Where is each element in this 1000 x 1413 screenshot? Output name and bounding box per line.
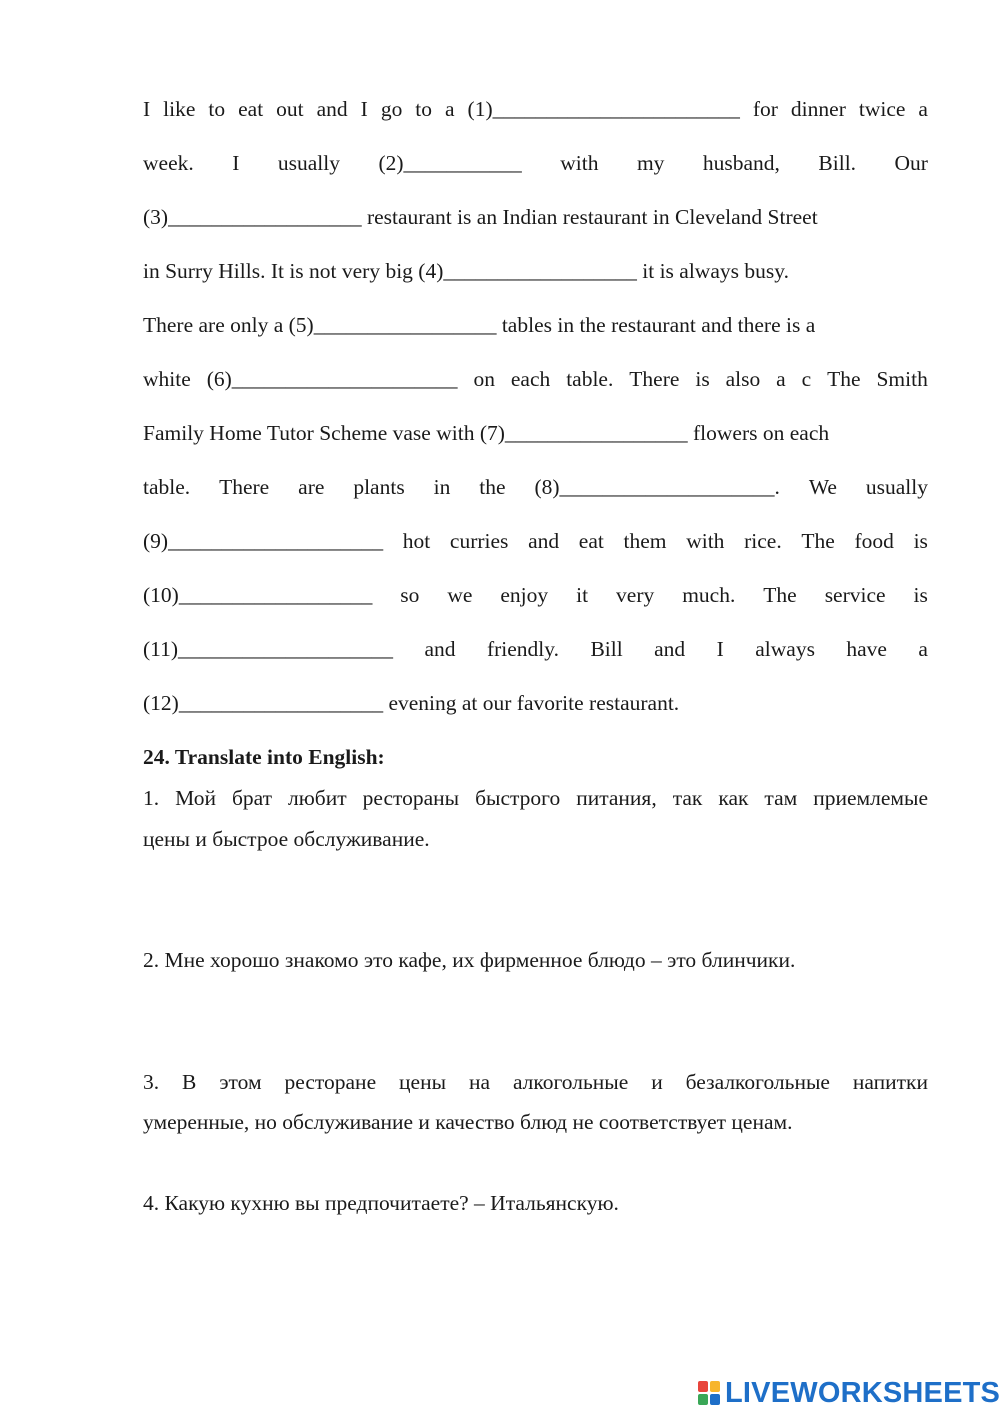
word: The	[801, 529, 835, 553]
logo-square-2	[710, 1381, 720, 1392]
word: in	[433, 475, 451, 499]
logo-square-4	[710, 1394, 720, 1405]
word: have	[846, 637, 887, 661]
word: (9)____________________	[143, 529, 384, 553]
word: white	[143, 367, 191, 391]
word: и	[651, 1070, 663, 1094]
word: much.	[682, 583, 736, 607]
logo-square-1	[698, 1381, 708, 1392]
word: we	[447, 583, 473, 607]
word: (10)__________________	[143, 583, 373, 607]
word: I	[716, 637, 724, 661]
word: (2)___________	[378, 151, 522, 175]
word: там	[764, 786, 798, 810]
word: twice	[858, 97, 906, 121]
word: eat	[578, 529, 604, 553]
word: напитки	[852, 1070, 928, 1094]
word: and	[654, 637, 686, 661]
word: любит	[288, 786, 347, 810]
translate-line-1a	[143, 785, 928, 811]
word: enjoy	[500, 583, 549, 607]
word: ресторане	[284, 1070, 377, 1094]
word: my	[636, 151, 665, 175]
word: with	[560, 151, 599, 175]
word: I	[143, 97, 151, 121]
word: так	[672, 786, 703, 810]
word: is	[913, 529, 928, 553]
word: go	[380, 97, 403, 121]
word: алкогольные	[512, 1070, 629, 1094]
word: В	[182, 1070, 197, 1094]
word: цены	[399, 1070, 447, 1094]
exercise-line-6	[143, 366, 928, 392]
translate-line-3a	[143, 1069, 928, 1095]
word: быстрого	[475, 786, 561, 810]
exercise-line-8	[143, 474, 928, 500]
word: to	[208, 97, 226, 121]
exercise-line-2	[143, 150, 928, 176]
word: I	[232, 151, 240, 175]
word: food	[854, 529, 894, 553]
word: also	[725, 367, 761, 391]
exercise-line-4: in Surry Hills. It is not very big (4)__________________ it is always busy.	[143, 259, 789, 283]
word: питания,	[576, 786, 657, 810]
exercise-line-1	[143, 96, 928, 122]
word: is	[695, 367, 710, 391]
word: Bill.	[818, 151, 857, 175]
translate-line-2: 2. Мне хорошо знакомо это кафе, их фирменное блюдо – это блинчики.	[143, 948, 796, 972]
exercise-line-7: Family Home Tutor Scheme vase with (7)_________________ flowers on each	[143, 421, 830, 445]
word: a	[776, 367, 786, 391]
word: them	[623, 529, 667, 553]
word: friendly.	[486, 637, 559, 661]
word: a	[918, 637, 928, 661]
liveworksheets-logo-icon	[698, 1381, 720, 1405]
translate-line-4: 4. Какую кухню вы предпочитаете? – Итальянскую.	[143, 1191, 619, 1215]
word: on	[473, 367, 495, 391]
word: very	[616, 583, 655, 607]
word: each	[510, 367, 551, 391]
word: Our	[894, 151, 928, 175]
exercise-line-12: (12)___________________ evening at our favorite restaurant.	[143, 691, 680, 715]
word: husband,	[702, 151, 780, 175]
word: The	[827, 367, 861, 391]
translate-line-3b: умеренные, но обслуживание и качество блюд не соответствует ценам.	[143, 1110, 793, 1134]
word: c	[801, 367, 812, 391]
word: Bill	[590, 637, 623, 661]
word: рестораны	[362, 786, 460, 810]
word: этом	[219, 1070, 262, 1094]
word: как	[718, 786, 749, 810]
liveworksheets-logo	[698, 1376, 1000, 1410]
word: There	[219, 475, 270, 499]
word: so	[400, 583, 420, 607]
word: (6)_____________________	[206, 367, 458, 391]
word: are	[298, 475, 325, 499]
section-24-heading: 24. Translate into English:	[143, 745, 385, 769]
word: table.	[566, 367, 614, 391]
exercise-line-9	[143, 528, 928, 554]
word: usually	[865, 475, 928, 499]
word: like	[163, 97, 196, 121]
liveworksheets-logo-text: LIVEWORKSHEETS	[725, 1377, 1000, 1409]
word: брат	[231, 786, 273, 810]
word: the	[479, 475, 506, 499]
word: a	[445, 97, 455, 121]
word: out	[276, 97, 304, 121]
exercise-line-10	[143, 582, 928, 608]
word: table.	[143, 475, 191, 499]
exercise-line-3: (3)__________________ restaurant is an Indian restaurant in Cleveland Street	[143, 205, 818, 229]
word: week.	[143, 151, 194, 175]
word: dinner	[790, 97, 846, 121]
word: and	[528, 529, 560, 553]
word: it	[576, 583, 589, 607]
word: to	[415, 97, 433, 121]
word: 1.	[143, 786, 160, 810]
word: There	[629, 367, 680, 391]
word: hot	[402, 529, 431, 553]
word: на	[468, 1070, 491, 1094]
word: rice.	[744, 529, 782, 553]
word: The	[763, 583, 797, 607]
translate-line-1b: цены и быстрое обслуживание.	[143, 827, 430, 851]
logo-square-3	[698, 1394, 708, 1405]
word: приемлемые	[813, 786, 928, 810]
word: безалкогольные	[685, 1070, 830, 1094]
word: usually	[277, 151, 340, 175]
word: and	[424, 637, 456, 661]
word: Smith	[876, 367, 928, 391]
word: plants	[353, 475, 405, 499]
word: a	[918, 97, 928, 121]
word: is	[913, 583, 928, 607]
word: service	[824, 583, 886, 607]
word: Мой	[175, 786, 216, 810]
word: We	[808, 475, 837, 499]
word: (1)_______________________	[467, 97, 740, 121]
word: curries	[449, 529, 509, 553]
word: I	[360, 97, 368, 121]
exercise-line-5: There are only a (5)_________________ tables in the restaurant and there is a	[143, 313, 816, 337]
word: (11)____________________	[143, 637, 394, 661]
word: and	[316, 97, 348, 121]
word: (8)____________________.	[534, 475, 780, 499]
exercise-line-11	[143, 636, 928, 662]
word: always	[755, 637, 815, 661]
word: eat	[238, 97, 264, 121]
word: 3.	[143, 1070, 160, 1094]
word: for	[752, 97, 778, 121]
word: with	[686, 529, 725, 553]
